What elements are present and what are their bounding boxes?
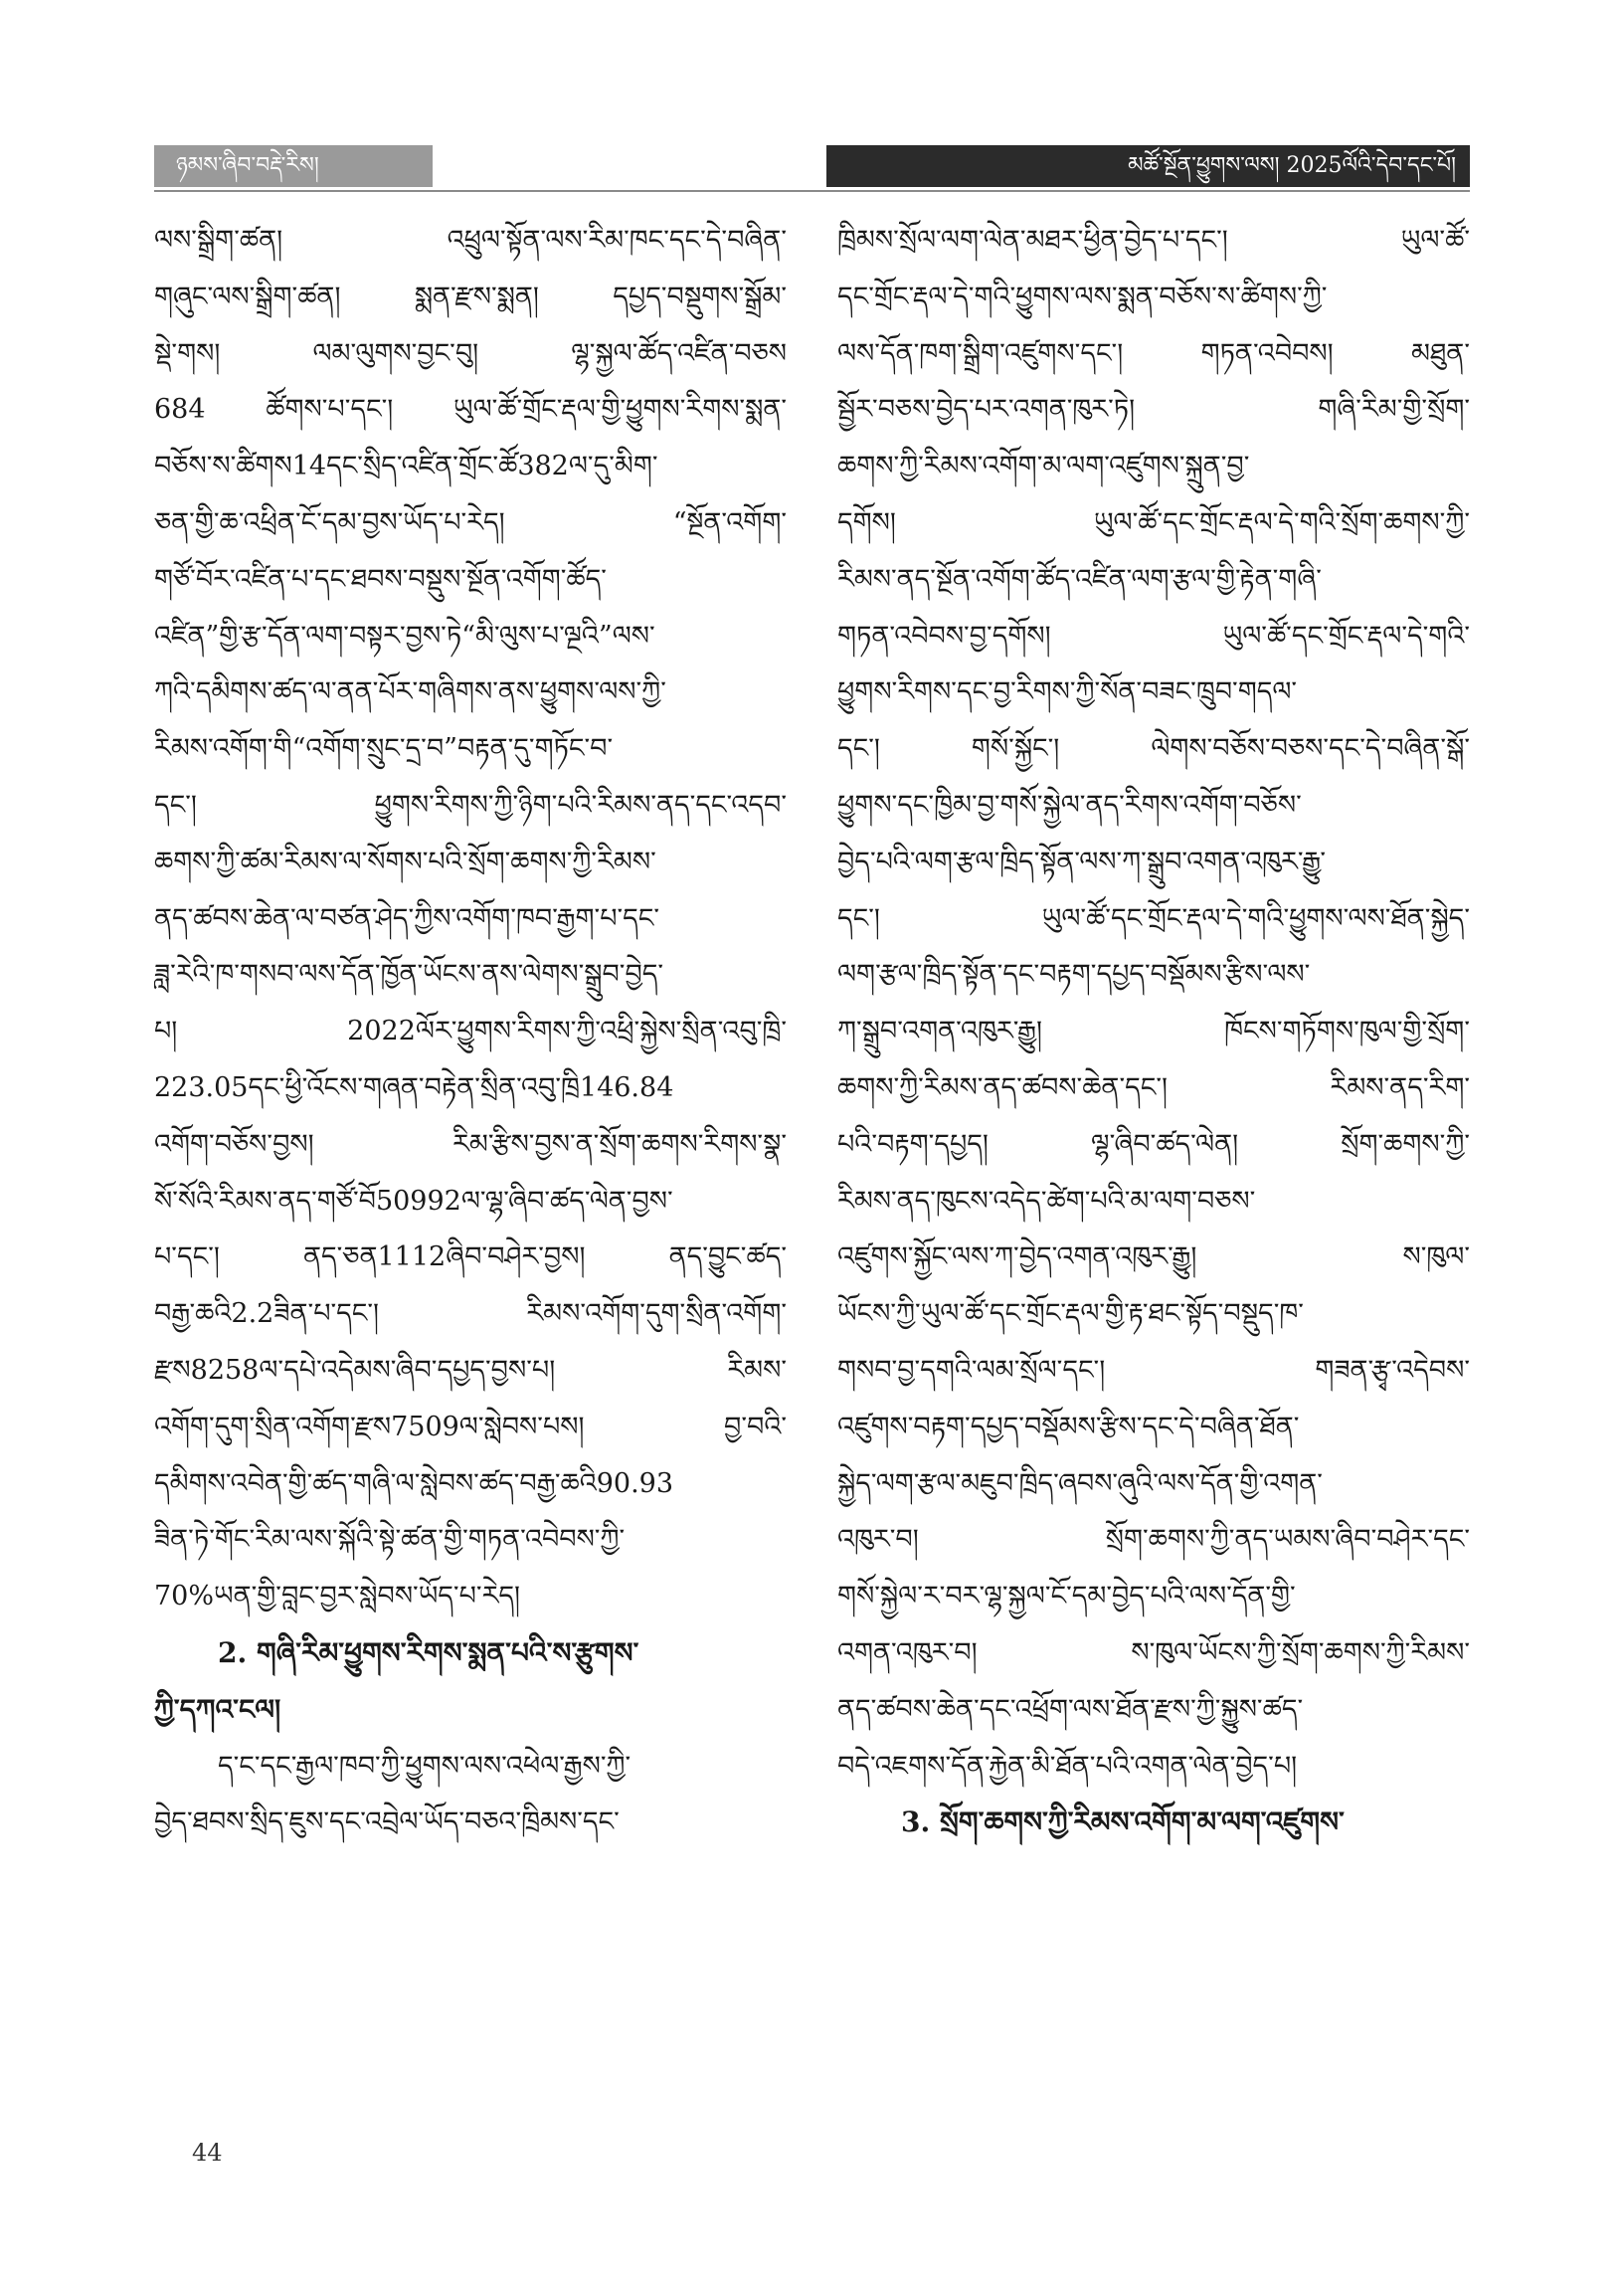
text-line: བདེ་འཇགས་དོན་རྐྱེན་མི་ཐོན་པའི་འགན་ལེན་བྱེད་པ། (837, 1750, 1298, 1782)
text-line: གསབ་བྱ་དགའི་ལམ་སྲོལ་དང་། གཟན་རྩྭ་འདེབས་ (837, 1354, 1470, 1386)
section-header-label: ཉམས་ཞིབ་བརྡེ་རིས། (154, 145, 433, 187)
text-line: སྦྱོར་བཅས་བྱེད་པར་འགན་ཁུར་ཏེ། གཞི་རིམ་གྱི་སྲོག་ (837, 394, 1470, 426)
text-line: ནད་ཚབས་ཆེན་ལ་བཙན་ཤེད་ཀྱིས་འགོག་ཁབ་རྒྱག་པ་དང་ (154, 902, 660, 934)
text-line: རྫས8258ལ་དཔེ་འདེམས་ཞིབ་དཔྱད་བྱས་པ། རིམས་ (154, 1354, 787, 1386)
text-line: ཆགས་ཀྱི་རིམས་ནད་ཚབས་ཆེན་དང་། རིམས་ནད་རིག་ (837, 1071, 1470, 1103)
text-line: དམིགས་འབེན་གྱི་ཚད་གཞི་ལ་སླེབས་ཚད་བརྒྱ་ཆའི90.93 (154, 1467, 674, 1499)
text-line: 70%ཡན་གྱི་བླང་བྱར་སླེབས་ཡོད་པ་རེད། (154, 1581, 521, 1613)
left-text-column (154, 213, 787, 1851)
text-line: པ་དང་། ནད་ཅན1112ཞིབ་བཤེར་བྱས། ནད་བྱུང་ཚད་ (154, 1241, 787, 1273)
page-number: 44 (192, 2139, 223, 2167)
text-line: ད་ང་དང་རྒྱལ་ཁབ་ཀྱི་ཕྱུགས་ལས་འཕེལ་རྒྱས་ཀྱི་ (218, 1750, 632, 1782)
text-line: ཟིན་ཏེ་གོང་རིམ་ལས་སྐོའི་སྟེ་ཚན་གྱི་གཏན་འབེབས་ཀྱི་ (154, 1524, 626, 1556)
text-line: འཁུར་བ། སྲོག་ཆགས་ཀྱི་ནད་ཡམས་ཞིབ་བཤེར་དང་ (837, 1524, 1470, 1556)
text-line: གཞུང་ལས་སྒྲིག་ཚན། སྨན་རྫས་སྨན། དཔྱད་བསྡུགས་སྒྲོམ་ (154, 281, 787, 312)
text-line: ཀ་སྒྲུབ་འགན་འཁུར་རྒྱུ། ཁོངས་གཏོགས་ཁུལ་གྱི་སྲོག་ (837, 1016, 1470, 1047)
text-line: དགོས། ཡུལ་ཚོ་དང་གྲོང་རྡལ་དེ་གའི་སྲོག་ཆགས་ཀྱི་ (837, 506, 1470, 538)
text-line: དང་གྲོང་རྡལ་དེ་གའི་ཕྱུགས་ལས་སྨན་བཅོས་ས་ཚིགས་ཀྱི་ (837, 281, 1328, 312)
text-line: འགོག་བཅོས་བྱས། རིམ་རྩིས་བྱས་ན་སྲོག་ཆགས་རིགས་སྣ་ (154, 1128, 787, 1160)
section-heading-continued: ཀྱི་དཀའ་ངལ། (154, 1692, 281, 1726)
right-text-column (837, 213, 1470, 1851)
text-line: ཕྱུགས་དང་ཁྱིམ་བྱ་གསོ་སྐྱེལ་ནད་རིགས་འགོག་བཅོས་ (837, 789, 1302, 821)
text-line: རིམས་འགོག་གི“འགོག་སྲུང་དྲ་བ”བརྟན་དུ་གཏོང་བ་ (154, 733, 614, 765)
text-line: ནད་ཚབས་ཆེན་དང་འཕྲོག་ལས་ཐོན་རྫས་ཀྱི་སྐྱུས་ཚད་ (837, 1693, 1304, 1725)
text-line: ལག་རྩལ་ཁྲིད་སྟོན་དང་བརྟག་དཔྱད་བསྡོམས་རྩིས་ལས་ (837, 959, 1311, 991)
text-line: གཏན་འབེབས་བྱ་དགོས། ཡུལ་ཚོ་དང་གྲོང་རྡལ་དེ་གའི་ (837, 620, 1470, 652)
text-line: རིམས་ནད་སྔོན་འགོག་ཚོད་འཛིན་ལག་རྩལ་གྱི་རྟེན་གཞི་ (837, 563, 1322, 595)
text-line: ཆགས་ཀྱི་ཚམ་རིམས་ལ་སོགས་པའི་སྲོག་ཆགས་ཀྱི་རིམས་ (154, 846, 656, 877)
text-line: བརྒྱ་ཆའི2.2ཟིན་པ་དང་། རིམས་འགོག་དུག་སྲིན་འགོག་ (154, 1298, 787, 1330)
journal-header-label: མཚོ་སྔོན་ཕྱུགས་ལས། 2025ལོའི་དེབ་དང་པོ། (826, 145, 1470, 187)
text-line: 684 ཚོགས་པ་དང་། ཡུལ་ཚོ་གྲོང་རྡལ་གྱི་ཕྱུགས་རིགས་སྨན་ (154, 394, 787, 426)
text-line: ཁྲིམས་སྲོལ་ལག་ལེན་མཐར་ཕྱིན་བྱེད་པ་དང་། ཡུལ་ཚོ་ (837, 225, 1470, 256)
text-line: ལས་དོན་ཁག་སྒྲིག་འཛུགས་དང་། གཏན་འབེབས། མཐུན་ (837, 337, 1470, 369)
text-line: 223.05དང་ཕྱི་འོངས་གཞན་བརྟེན་སྲིན་འབུ་ཁྲི146.84 (154, 1071, 674, 1103)
text-line: འཛུགས་སྐྱོང་ལས་ཀ་བྱེད་འགན་འཁུར་རྒྱུ། ས་ཁུལ་ (837, 1241, 1470, 1273)
text-line: སོ་སོའི་རིམས་ནད་གཙོ་བོ50992ལ་ལྷ་ཞིབ་ཚད་ལེན་བྱས་ (154, 1185, 673, 1217)
text-line: འགོག་དུག་སྲིན་འགོག་རྫས7509ལ་སླེབས་པས། བྱ་བའི་ (154, 1411, 787, 1442)
text-line: དང་། གསོ་སྐྱོང་། ལེགས་བཅོས་བཅས་དང་དེ་བཞིན་སྒོ་ (837, 733, 1470, 765)
text-line: དང་། ཕྱུགས་རིགས་ཀྱི་ཉིག་པའི་རིམས་ནད་དང་འདབ་ (154, 789, 787, 821)
text-line: གསོ་སྐྱེལ་ར་བར་ལྷ་སྐྱལ་ངོ་དམ་བྱེད་པའི་ལས་དོན་གྱི་ (837, 1581, 1296, 1613)
text-line: བྱེད་ཐབས་སྲིད་ཇུས་དང་འབྲེལ་ཡོད་བཅའ་ཁྲིམས་དང་ (154, 1806, 620, 1838)
header-divider (154, 190, 1470, 192)
text-line: རིམས་ནད་ཁུངས་འདེད་ཚེག་པའི་མ་ལག་བཅས་ (837, 1185, 1256, 1217)
section-heading: 2. གཞི་རིམ་ཕྱུགས་རིགས་སྨན་པའི་ས་རྩུགས་ (218, 1635, 639, 1669)
text-line: ཆགས་ཀྱི་རིམས་འགོག་མ་ལག་འཛུགས་སྐྲུན་བྱ་ (837, 451, 1250, 482)
text-line: སྡེ་གས། ལམ་ལུགས་བྱང་བུ། ལྷ་སྐྱལ་ཚོད་འཛིན་བཅས (154, 337, 787, 369)
text-line: གཙོ་བོར་འཛིན་པ་དང་ཐབས་བསྡུས་སྔོན་འགོག་ཚོད་ (154, 563, 607, 595)
section-heading: 3. སྲོག་ཆགས་ཀྱི་རིམས་འགོག་མ་ལག་འཛུགས་ (901, 1805, 1345, 1839)
text-line: བཅོས་ས་ཚིགས14དང་སྲིད་འཛིན་གྲོང་ཚོ382ལ་དུ་མིག་ (154, 451, 658, 482)
text-line: པའི་བརྟག་དཔྱད། ལྷ་ཞིབ་ཚད་ལེན། སྲོག་ཆགས་ཀྱི་ (837, 1128, 1470, 1160)
text-line: པ། 2022ལོར་ཕྱུགས་རིགས་ཀྱི་འཕྲི་སྐྱེས་སྲིན་འབུ་ཁྲི་ (154, 1016, 787, 1047)
text-line: འཛིན”གྱི་རྩ་དོན་ལག་བསྟར་བྱས་ཏེ“མི་ལུས་པ་ལྔའི”ལས་ (154, 620, 655, 652)
text-line: བྱེད་པའི་ལག་རྩལ་ཁྲིད་སྟོན་ལས་ཀ་སྒྲུབ་འགན་འཁུར་རྒྱུ་ (837, 846, 1327, 877)
text-line: ཀའི་དམིགས་ཚད་ལ་ནན་པོར་གཞིགས་ནས་ཕྱུགས་ལས་ཀྱི་ (154, 676, 666, 708)
text-line: འཛུགས་བརྟག་དཔྱད་བསྡོམས་རྩིས་དང་དེ་བཞིན་ཐོན་ (837, 1411, 1300, 1442)
text-line: ཡོངས་ཀྱི་ཡུལ་ཚོ་དང་གྲོང་རྡལ་གྱི་རྟ་ཐང་སྟོད་བསྡུད་ཁ་ (837, 1298, 1304, 1330)
text-line: སྐྱེད་ལག་རྩལ་མཇུབ་ཁྲིད་ཞབས་ཞུའི་ལས་དོན་གྱི་འགན་ (837, 1467, 1323, 1499)
text-line: འགན་འཁུར་བ། ས་ཁུལ་ཡོངས་ཀྱི་སྲོག་ཆགས་ཀྱི་རིམས་ (837, 1636, 1470, 1668)
text-line: དང་། ཡུལ་ཚོ་དང་གྲོང་རྡལ་དེ་གའི་ཕྱུགས་ལས་ཐོན་སྐྱེད་ (837, 902, 1470, 934)
text-line: ལས་སྒྲིག་ཚན། འཕྲུལ་སྟོན་ལས་རིམ་ཁང་དང་དེ་བཞིན་ (154, 225, 787, 256)
text-line: ཟླ་རེའི་ཁ་གསབ་ལས་དོན་ཁྱོན་ཡོངས་ནས་ལེགས་སྒྲུབ་བྱེད་ (154, 959, 664, 991)
text-line: ཕྱུགས་རིགས་དང་བྱ་རིགས་ཀྱི་སོན་བཟང་ཁྲུབ་གདལ་ (837, 676, 1298, 708)
text-line: ཅན་གྱི་ཆ་འཕྲིན་ངོ་དམ་བྱས་ཡོད་པ་རེད། “སྔོན་འགོག་ (154, 506, 787, 538)
